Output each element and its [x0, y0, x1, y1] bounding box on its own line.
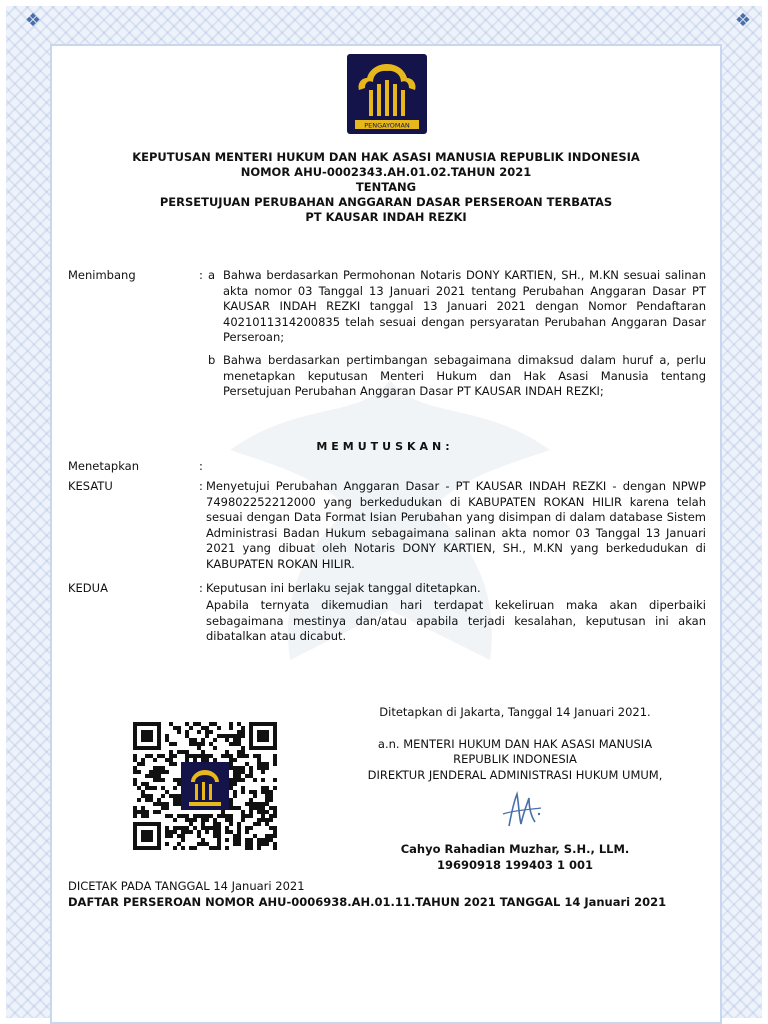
title-line: PERSETUJUAN PERUBAHAN ANGGARAN DASAR PERSEROAN TERBATAS — [159, 195, 613, 209]
menimbang-label: Menimbang — [68, 268, 136, 282]
colon: : — [199, 459, 203, 473]
menimbang-a-text: Bahwa berdasarkan Permohonan Notaris DONY KARTIEN, SH., M.KN sesuai salinan akta nomor 03 Tanggal 13 Januari 2021 tentang Perubahan Anggaran Dasar PT KAUSAR INDAH REZKI tanggal 13 Januari 2021 dengan Nomor Pendaftaran 4021011314200835 telah sesuai dengan persyaratan Perubahan Anggaran Dasar Perseroan; — [223, 268, 706, 345]
print-date: DICETAK PADA TANGGAL 14 Januari 2021 — [68, 879, 305, 893]
memutuskan-heading: MEMUTUSKAN: — [316, 440, 454, 453]
corner-ornament-icon: ❖ — [734, 10, 752, 31]
on-behalf-line: DIREKTUR JENDERAL ADMINISTRASI HUKUM UMUM, — [367, 768, 663, 782]
pengayoman-logo — [347, 54, 427, 134]
menimbang-b-text: Bahwa berdasarkan pertimbangan sebagaimana dimaksud dalam huruf a, perlu menetapkan keputusan Menteri Hukum dan Hak Asasi Manusia tentang Persetujuan Perubahan Anggaran Dasar PT KAUSAR INDAH REZKI; — [223, 353, 706, 399]
colon: : — [199, 581, 203, 595]
kedua-text-2: Apabila ternyata dikemudian hari terdapat kekeliruan maka akan diperbaiki sebagaimana mestinya dan/atau apabila terjadi kesalahan, keputusan ini akan dibatalkan atau dicabut. — [206, 598, 706, 644]
title-line: TENTANG — [355, 180, 417, 194]
on-behalf-line: REPUBLIK INDONESIA — [453, 752, 577, 766]
colon: : — [199, 268, 203, 282]
title-line: KEPUTUSAN MENTERI HUKUM DAN HAK ASASI MANUSIA REPUBLIK INDONESIA — [132, 150, 640, 164]
menetapkan-label: Menetapkan — [68, 459, 140, 473]
register-number: DAFTAR PERSEROAN NOMOR AHU-0006938.AH.01.11.TAHUN 2021 TANGGAL 14 Januari 2021 — [68, 895, 667, 909]
place-date: Ditetapkan di Jakarta, Tanggal 14 Januari 2021. — [379, 705, 651, 719]
item-letter: b — [208, 353, 216, 367]
document-title — [70, 150, 702, 225]
signature-icon — [495, 786, 545, 836]
kedua-label: KEDUA — [68, 581, 108, 595]
official-name: Cahyo Rahadian Muzhar, S.H., LLM. — [400, 842, 630, 856]
kesatu-label: KESATU — [68, 479, 113, 493]
item-letter: a — [208, 268, 216, 282]
company-name: PT KAUSAR INDAH REZKI — [305, 210, 467, 224]
on-behalf-line: a.n. MENTERI HUKUM DAN HAK ASASI MANUSIA — [377, 737, 653, 751]
colon: : — [199, 479, 203, 493]
kesatu-text: Menyetujui Perubahan Anggaran Dasar - PT KAUSAR INDAH REZKI - dengan NPWP 749802252212000 yang berkedudukan di KABUPATEN ROKAN HILIR karena telah sesuai dengan Data Format Isian Perubahan yang disimpan di dalam database Sistem Administrasi Badan Hukum sebagaimana salinan akta nomor 03 Tanggal 13 Januari 2021 yang dibuat oleh Notaris DONY KARTIEN, SH., M.KN yang berkedudukan di KABUPATEN ROKAN HILIR. — [206, 479, 706, 571]
decree-number: NOMOR AHU-0002343.AH.01.02.TAHUN 2021 — [240, 165, 532, 179]
logo-text: PENGAYOMAN — [364, 121, 410, 130]
qr-code — [133, 722, 277, 850]
official-nip: 19690918 199403 1 001 — [436, 858, 594, 872]
kedua-text-1: Keputusan ini berlaku sejak tanggal ditetapkan. — [206, 581, 481, 595]
corner-ornament-icon: ❖ — [24, 10, 42, 31]
